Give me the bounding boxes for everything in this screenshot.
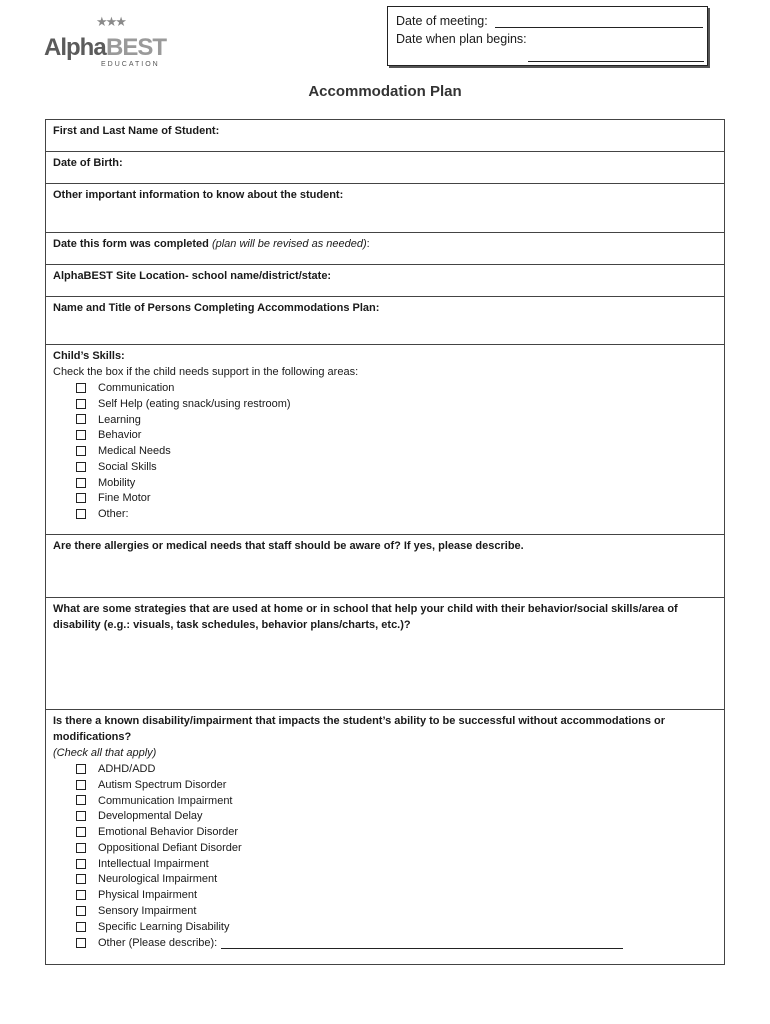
disability-item[interactable]: [53, 919, 717, 935]
disability-item[interactable]: [53, 808, 717, 824]
date-of-meeting-label: Date of meeting:: [396, 14, 488, 28]
accommodation-form: [45, 119, 725, 965]
meeting-dates-box: [387, 6, 708, 66]
disability-item[interactable]: [53, 840, 717, 856]
disability-item[interactable]: [53, 761, 717, 777]
disability-label: Emotional Behavior Disorder: [98, 826, 239, 839]
checkbox[interactable]: [76, 509, 86, 519]
skill-label: Other:: [98, 508, 129, 521]
skill-item[interactable]: [53, 412, 717, 428]
checkbox[interactable]: [76, 874, 86, 884]
checkbox[interactable]: [76, 811, 86, 821]
skills-checklist: [53, 380, 717, 522]
disability-question: Is there a known disability/impairment that impacts the student’s ability to be successful without accommodations or modifications?: [53, 715, 666, 743]
skills-instruction: Check the box if the child needs support in the following areas:: [53, 366, 359, 378]
page-title: Accommodation Plan: [308, 83, 462, 100]
skill-label: Learning: [98, 413, 141, 426]
persons-row[interactable]: [46, 297, 724, 345]
checkbox[interactable]: [76, 764, 86, 774]
logo-brand-alpha: Alpha: [44, 34, 106, 61]
disability-item[interactable]: [53, 824, 717, 840]
checkbox[interactable]: [76, 493, 86, 503]
disability-label: Developmental Delay: [98, 810, 203, 823]
disability-other-label: Other: [98, 936, 126, 949]
disability-label: Neurological Impairment: [98, 873, 218, 886]
disability-item[interactable]: [53, 903, 717, 919]
disability-other-describe: (Please describe):: [128, 936, 218, 949]
disability-instruction: (Check all that apply): [53, 747, 157, 759]
checkbox[interactable]: [76, 399, 86, 409]
disability-item[interactable]: [53, 793, 717, 809]
other-info-label: Other important information to know about the student:: [53, 189, 344, 201]
allergies-row[interactable]: [46, 535, 724, 598]
dob-row[interactable]: [46, 152, 724, 184]
allergies-question: Are there allergies or medical needs that staff should be aware of? If yes, please describe.: [53, 540, 524, 552]
checkbox[interactable]: [76, 843, 86, 853]
checkbox[interactable]: [76, 780, 86, 790]
disability-item[interactable]: [53, 872, 717, 888]
skill-item[interactable]: [53, 459, 717, 475]
dob-label: Date of Birth:: [53, 157, 123, 169]
disability-label: Communication Impairment: [98, 794, 233, 807]
checkbox[interactable]: [76, 795, 86, 805]
skill-item[interactable]: [53, 396, 717, 412]
disability-label: ADHD/ADD: [98, 762, 156, 775]
alphabest-logo: [44, 14, 174, 72]
disability-other-field[interactable]: [221, 936, 623, 949]
checkbox[interactable]: [76, 859, 86, 869]
date-of-meeting-field[interactable]: [495, 27, 703, 28]
checkbox[interactable]: [76, 383, 86, 393]
skill-label: Mobility: [98, 476, 136, 489]
skill-label: Social Skills: [98, 460, 157, 473]
skill-item[interactable]: [53, 443, 717, 459]
date-completed-label: Date this form was completed: [53, 238, 209, 250]
skills-heading: Child’s Skills:: [53, 350, 125, 362]
checkbox[interactable]: [76, 446, 86, 456]
disability-section: [46, 710, 724, 964]
strategies-question: What are some strategies that are used at home or in school that help your child with their behavior/social skills/area of disability (e.g.: visuals, task schedules, behavior plans/charts, etc.)?: [53, 603, 678, 631]
checkbox[interactable]: [76, 922, 86, 932]
other-info-row[interactable]: [46, 184, 724, 233]
skill-item[interactable]: [53, 506, 717, 522]
checkbox[interactable]: [76, 414, 86, 424]
student-name-label: First and Last Name of Student:: [53, 125, 220, 137]
disability-item[interactable]: [53, 887, 717, 903]
skill-label: Communication: [98, 381, 175, 394]
persons-label: Name and Title of Persons Completing Accommodations Plan:: [53, 302, 380, 314]
skill-label: Self Help (eating snack/using restroom): [98, 397, 291, 410]
skill-label: Medical Needs: [98, 445, 171, 458]
site-location-label: AlphaBEST Site Location- school name/district/state:: [53, 270, 332, 282]
skill-label: Behavior: [98, 429, 142, 442]
disability-label: Intellectual Impairment: [98, 857, 209, 870]
skills-section: [46, 345, 724, 535]
disability-label: Oppositional Defiant Disorder: [98, 841, 242, 854]
disability-label: Specific Learning Disability: [98, 920, 230, 933]
checkbox[interactable]: [76, 462, 86, 472]
disability-label: Sensory Impairment: [98, 905, 197, 918]
skill-item[interactable]: [53, 380, 717, 396]
date-completed-row[interactable]: [46, 233, 724, 265]
disability-item[interactable]: [53, 777, 717, 793]
strategies-row[interactable]: [46, 598, 724, 710]
skill-label: Fine Motor: [98, 492, 151, 505]
logo-subtitle: EDUCATION: [101, 61, 160, 68]
date-completed-note: (plan will be revised as needed): [211, 238, 367, 250]
disability-other-item[interactable]: [53, 935, 717, 951]
disability-label: Physical Impairment: [98, 889, 198, 902]
student-name-row[interactable]: [46, 120, 724, 152]
checkbox[interactable]: [76, 827, 86, 837]
checkbox[interactable]: [76, 430, 86, 440]
disability-label: Autism Spectrum Disorder: [98, 778, 227, 791]
date-plan-begins-field[interactable]: [528, 61, 704, 62]
skill-item[interactable]: [53, 475, 717, 491]
checkbox[interactable]: [76, 478, 86, 488]
date-plan-begins-label: Date when plan begins:: [396, 32, 527, 46]
disability-checklist: [53, 761, 717, 951]
checkbox[interactable]: [76, 938, 86, 948]
site-location-row[interactable]: [46, 265, 724, 297]
skill-item[interactable]: [53, 491, 717, 507]
date-completed-colon: :: [366, 238, 370, 250]
skill-item[interactable]: [53, 427, 717, 443]
logo-brand-best: BEST: [106, 34, 167, 61]
disability-item[interactable]: [53, 856, 717, 872]
checkbox[interactable]: [76, 906, 86, 916]
logo-stars: ★★★: [96, 14, 125, 29]
checkbox[interactable]: [76, 890, 86, 900]
